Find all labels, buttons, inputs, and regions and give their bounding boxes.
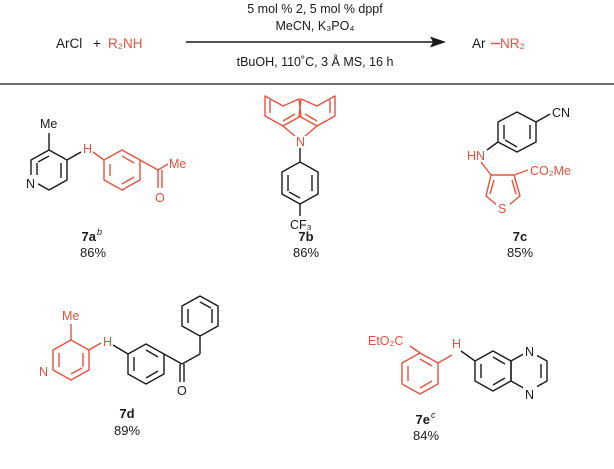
carbonyl-oxygen: O [155,191,165,205]
amine-h: H [83,142,93,156]
conditions-line-2: MeCN, K₃PO₄ [275,19,355,33]
ester-bond [410,346,420,353]
c-n-bond [89,343,101,350]
ester-label: CO₂Me [530,164,571,178]
thiophene-sulfur: S [498,202,507,216]
aryl-n-bond [487,142,498,150]
compound-footnote: c [431,410,436,420]
product-ar: Ar [472,36,486,51]
acyl-methyl-label: Me [169,157,187,171]
compound-7b [265,96,335,260]
compound-7c [467,106,571,260]
cf3-label: CF₃ [290,218,312,232]
phenyl-double-bond [146,350,158,357]
methyl-label: Me [40,117,58,131]
compound-footnote: b [97,227,103,237]
compound-7e [368,334,547,443]
phenyl-double-bond [289,192,300,198]
carbazole-n-bond [305,126,317,136]
compound-label: 7b [298,229,314,244]
ester-label: EtO₂C [368,334,404,348]
phenyl-double-bond [420,381,432,388]
phenyl-double-bond [122,156,134,163]
methylene-bond [182,354,200,364]
benzyl-double-bond [200,302,211,308]
cn-label: CN [552,106,571,120]
acyl-bond [140,160,158,170]
conditions-line-3: tBuOH, 110˚C, 3 Å MS, 16 h [236,55,394,69]
n-aryl-bond [113,345,128,354]
carbazole-n-bond [283,126,295,136]
compound-yield: 85% [506,245,534,260]
carbonyl-oxygen: O [177,384,187,398]
compound-label: 7c [512,229,528,244]
n-c-bond [93,152,104,160]
compound-yield: 86% [79,245,107,260]
pyridine-double-bond [38,156,49,162]
compound-yield: 89% [113,423,141,438]
compound-label: 7a [81,229,96,244]
conditions-line-1: 5 mol % 2, 5 mol % dppf [247,2,383,16]
quinoxaline-double-bond [493,357,505,364]
compound-yield: 86% [292,245,320,260]
pyridine-double-bond [71,368,82,374]
c-n-bond [67,152,81,160]
product-nr2: NR₂ [500,36,525,51]
pyridine-nitrogen: N [26,177,36,191]
c-n-bond [438,355,452,363]
compound-7d [37,296,218,438]
compound-label: 7e [415,412,430,427]
compound-7a [24,117,186,260]
quinoxaline-n-bottom: N [525,388,535,402]
phenyl-double-bond [420,359,432,366]
thiophene-double-bond [490,180,494,194]
reactant-arcl: ArCl [56,36,83,51]
hn-label: HN [467,149,486,163]
reactant-amine: R₂NH [108,36,143,51]
n-aryl-bond [461,351,475,361]
acyl-methyl-bond [158,164,168,170]
compound-label: 7d [119,406,135,421]
plus-sign: + [93,36,101,51]
ester-bond [514,170,528,175]
pyridine-nitrogen: N [39,365,49,379]
quinoxaline-double-bond [493,378,505,385]
phenyl-double-bond [146,371,158,378]
methyl-label: Me [62,309,80,323]
compound-yield: 84% [412,428,440,443]
phenyl-double-bond [122,177,134,184]
amine-h: H [103,335,113,349]
reaction-scheme [56,2,525,69]
carbazole-nitrogen: N [296,135,306,149]
acyl-bond [164,354,182,364]
cn-bond [536,114,550,122]
quinoxaline-n-top: N [525,345,535,359]
n-thiophene-bond [481,162,491,175]
amine-h: H [452,337,462,351]
